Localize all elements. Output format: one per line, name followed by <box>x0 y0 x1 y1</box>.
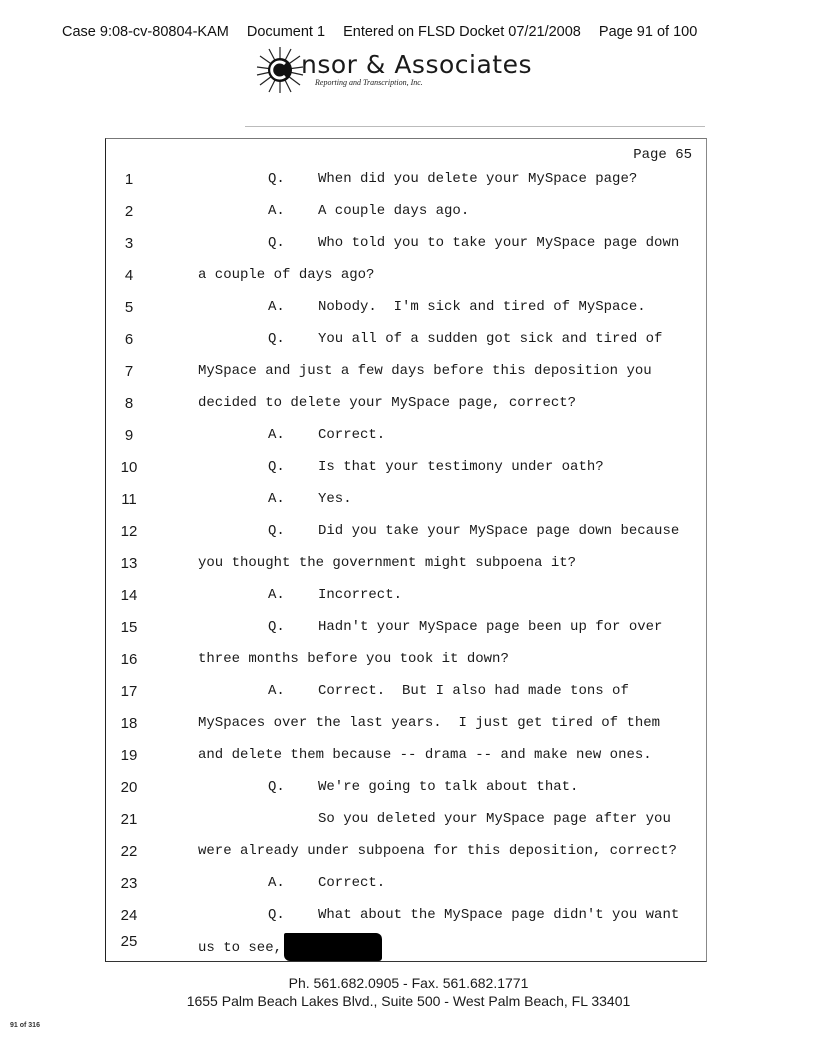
docket-header <box>62 24 697 40</box>
line-text <box>268 683 629 699</box>
speaker-label: Q. <box>268 171 285 187</box>
line-number: 18 <box>120 715 138 732</box>
line-content: Yes. <box>318 491 352 507</box>
transcript-line <box>106 807 706 839</box>
line-content: We're going to talk about that. <box>318 779 579 795</box>
line-content: You all of a sudden got sick and tired of <box>318 331 663 347</box>
line-text <box>268 491 352 507</box>
line-content: decided to delete your MySpace page, correct? <box>198 395 577 411</box>
line-content: What about the MySpace page didn't you want <box>318 907 680 923</box>
line-text <box>268 523 679 539</box>
line-number: 12 <box>120 523 138 540</box>
line-content: A couple days ago. <box>318 203 470 219</box>
line-content: a couple of days ago? <box>198 267 375 283</box>
speaker-label: Q. <box>268 459 285 475</box>
line-number: 8 <box>124 395 134 412</box>
transcript-line <box>106 455 706 487</box>
line-number: 7 <box>124 363 134 380</box>
transcript-line <box>106 871 706 903</box>
line-content: MySpace and just a few days before this deposition you <box>198 363 652 379</box>
footer-phone: Ph. 561.682.0905 - Fax. 561.682.1771 <box>288 975 529 991</box>
transcript-line <box>106 167 706 199</box>
transcript-line <box>106 839 706 871</box>
transcript-line <box>106 743 706 775</box>
line-number: 11 <box>121 491 137 508</box>
transcript-line <box>106 679 706 711</box>
line-text <box>268 811 671 827</box>
speaker-label: A. <box>268 875 285 891</box>
line-content: Incorrect. <box>318 587 403 603</box>
line-text <box>268 459 604 475</box>
transcript-line <box>106 295 706 327</box>
speaker-label: A. <box>268 299 285 315</box>
line-text <box>268 331 662 347</box>
line-content: Correct. But I also had made tons of <box>318 683 629 699</box>
transcript-line <box>106 711 706 743</box>
transcript-line <box>106 615 706 647</box>
line-content: Correct. <box>318 875 386 891</box>
speaker-label: A. <box>268 587 285 603</box>
line-number: 6 <box>124 331 134 348</box>
redaction-block <box>284 933 382 961</box>
speaker-label: A. <box>268 491 285 507</box>
transcript-line <box>106 929 706 961</box>
transcript-line <box>106 199 706 231</box>
header-rule <box>245 126 705 127</box>
line-number: 16 <box>120 651 138 668</box>
line-number: 14 <box>120 587 138 604</box>
line-number: 1 <box>124 171 134 188</box>
line-number: 21 <box>120 811 138 828</box>
speaker-label: Q. <box>268 907 285 923</box>
reporter-logo <box>255 45 555 95</box>
line-text <box>268 907 679 923</box>
sheet-count: 91 of 316 <box>10 1022 40 1029</box>
line-text <box>268 171 637 187</box>
transcript-line <box>106 263 706 295</box>
line-number: 17 <box>120 683 138 700</box>
footer-address: 1655 Palm Beach Lakes Blvd., Suite 500 - West Palm Beach, FL 33401 <box>186 993 631 1009</box>
transcript-line <box>106 231 706 263</box>
line-content: Is that your testimony under oath? <box>318 459 604 475</box>
transcript-page-number: Page 65 <box>633 147 692 163</box>
line-number: 9 <box>124 427 134 444</box>
line-content: and delete them because -- drama -- and make new ones. <box>198 747 652 763</box>
line-text <box>198 933 382 961</box>
line-text <box>268 203 469 219</box>
line-number: 19 <box>120 747 138 764</box>
docket-entry: Entered on FLSD Docket 07/21/2008 <box>343 24 581 40</box>
line-number: 4 <box>124 267 134 284</box>
line-text <box>268 299 646 315</box>
speaker-label: A. <box>268 683 285 699</box>
transcript-line <box>106 647 706 679</box>
line-content: Did you take your MySpace page down because <box>318 523 680 539</box>
line-content: Correct. <box>318 427 386 443</box>
line-content: So you deleted your MySpace page after you <box>318 811 671 827</box>
transcript-line <box>106 583 706 615</box>
line-number: 15 <box>120 619 138 636</box>
transcript-page <box>105 138 707 962</box>
line-number: 5 <box>124 299 134 316</box>
line-number: 2 <box>124 203 134 220</box>
line-text <box>268 427 385 443</box>
line-content: MySpaces over the last years. I just get tired of them <box>198 715 661 731</box>
line-text <box>268 875 385 891</box>
line-text <box>268 779 578 795</box>
line-text <box>268 587 402 603</box>
transcript-line <box>106 327 706 359</box>
case-number: Case 9:08-cv-80804-KAM <box>62 24 229 40</box>
line-content: you thought the government might subpoena it? <box>198 555 577 571</box>
transcript-line <box>106 519 706 551</box>
line-number: 20 <box>120 779 138 796</box>
logo-tagline: Reporting and Transcription, Inc. <box>315 78 423 87</box>
logo-wordmark: nsor & Associates <box>301 50 532 79</box>
speaker-label: Q. <box>268 619 285 635</box>
line-number: 24 <box>120 907 138 924</box>
line-content: When did you delete your MySpace page? <box>318 171 638 187</box>
line-content: Nobody. I'm sick and tired of MySpace. <box>318 299 646 315</box>
line-content: three months before you took it down? <box>198 651 509 667</box>
sun-emblem-icon <box>255 45 305 95</box>
speaker-label: Q. <box>268 523 285 539</box>
speaker-label: A. <box>268 203 285 219</box>
transcript-line <box>106 423 706 455</box>
line-text <box>268 235 679 251</box>
transcript-line <box>106 391 706 423</box>
line-number: 10 <box>120 459 138 476</box>
line-content: us to see, <box>198 940 283 956</box>
transcript-line <box>106 487 706 519</box>
line-number: 3 <box>124 235 134 252</box>
line-content: Hadn't your MySpace page been up for over <box>318 619 663 635</box>
document-number: Document 1 <box>246 24 326 40</box>
transcript-line <box>106 775 706 807</box>
speaker-label: Q. <box>268 235 285 251</box>
line-number: 25 <box>120 933 138 950</box>
speaker-label: Q. <box>268 331 285 347</box>
transcript-line <box>106 359 706 391</box>
line-text <box>268 619 662 635</box>
speaker-label: A. <box>268 427 285 443</box>
docket-page-number: Page 91 of 100 <box>598 24 698 40</box>
line-number: 23 <box>120 875 138 892</box>
speaker-label: Q. <box>268 779 285 795</box>
line-content: were already under subpoena for this deposition, correct? <box>198 843 677 859</box>
line-number: 13 <box>120 555 138 572</box>
transcript-line <box>106 551 706 583</box>
line-number: 22 <box>120 843 138 860</box>
line-content: Who told you to take your MySpace page down <box>318 235 680 251</box>
